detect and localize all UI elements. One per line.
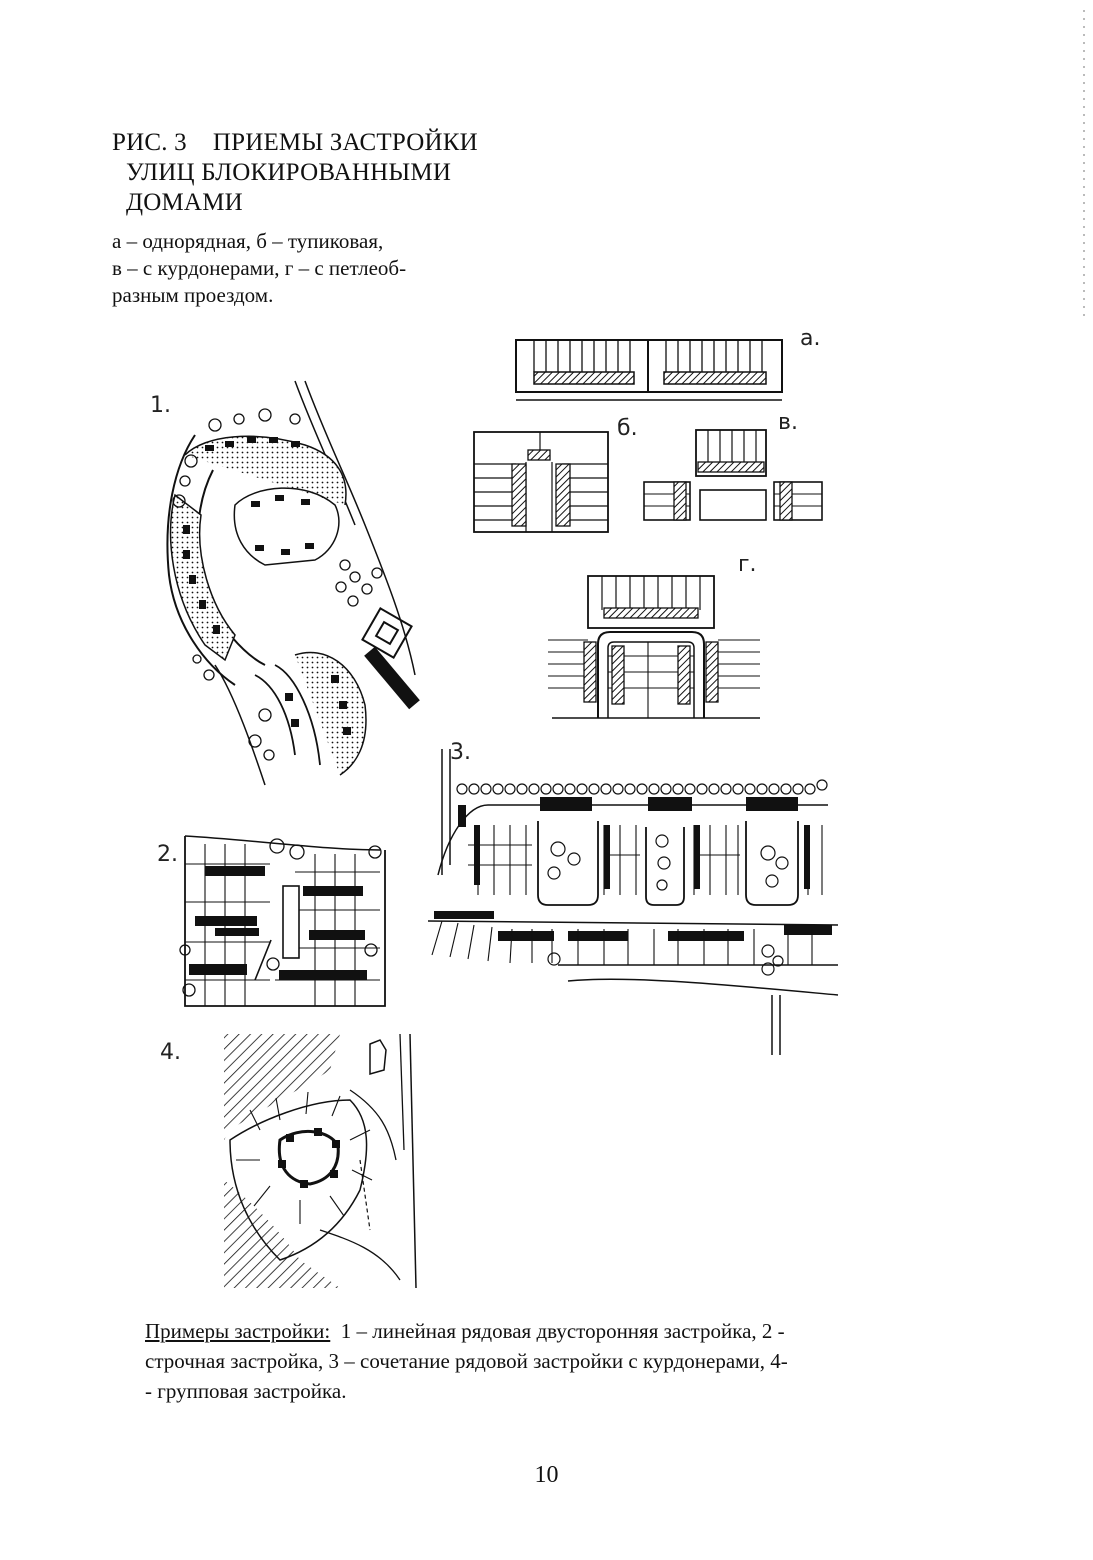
- diagram-1-linear-rows: [155, 375, 430, 795]
- figure-caption: [145, 1316, 1015, 1406]
- diagram-3-courtyard-combination: [428, 745, 838, 1055]
- diagram-v-courdoneur: [640, 428, 835, 528]
- caption-line-1: [145, 1316, 1015, 1346]
- diagram-4-group-development: [220, 1030, 450, 1292]
- subtitle-line-2: в – с курдонерами, г – с петлеоб-: [112, 256, 407, 280]
- label-1: 1.: [150, 393, 171, 418]
- page-number: 10: [534, 1462, 559, 1488]
- label-v: в.: [778, 410, 798, 435]
- diagram-b-cul-de-sac: [470, 428, 615, 538]
- label-g: г.: [738, 552, 757, 577]
- caption-line-1-text: 1 – линейная рядовая двусторонняя застройка, 2 -: [340, 1319, 785, 1343]
- subtitle-line-3: разным проездом.: [112, 283, 274, 307]
- figure-title-text-1: ПРИЕМЫ ЗАСТРОЙКИ: [212, 129, 478, 156]
- diagram-g-loop-drive: [548, 572, 763, 722]
- label-b: б.: [617, 416, 638, 441]
- figure-subtitle: [112, 228, 532, 309]
- scan-edge-marks: [1079, 0, 1089, 1560]
- label-a: а.: [800, 326, 821, 351]
- figure-title: [112, 128, 532, 218]
- figure-number: РИС. 3: [112, 129, 187, 156]
- subtitle-line-1: а – однорядная, б – тупиковая,: [112, 229, 384, 253]
- caption-heading: Примеры застройки:: [145, 1319, 331, 1343]
- figure-title-line-2: УЛИЦ БЛОКИРОВАННЫМИ: [126, 159, 452, 186]
- diagram-a-single-row: [510, 336, 790, 408]
- figure-title-line-3: ДОМАМИ: [126, 189, 243, 216]
- figure-title-line-1: [112, 128, 532, 158]
- label-3: 3.: [450, 740, 471, 765]
- label-4: 4.: [160, 1040, 181, 1065]
- label-2: 2.: [157, 842, 178, 867]
- caption-line-3: - групповая застройка.: [145, 1379, 347, 1403]
- caption-line-2: строчная застройка, 3 – сочетание рядовой застройки с курдонерами, 4-: [145, 1349, 788, 1373]
- diagram-2-strip-development: [175, 830, 390, 1010]
